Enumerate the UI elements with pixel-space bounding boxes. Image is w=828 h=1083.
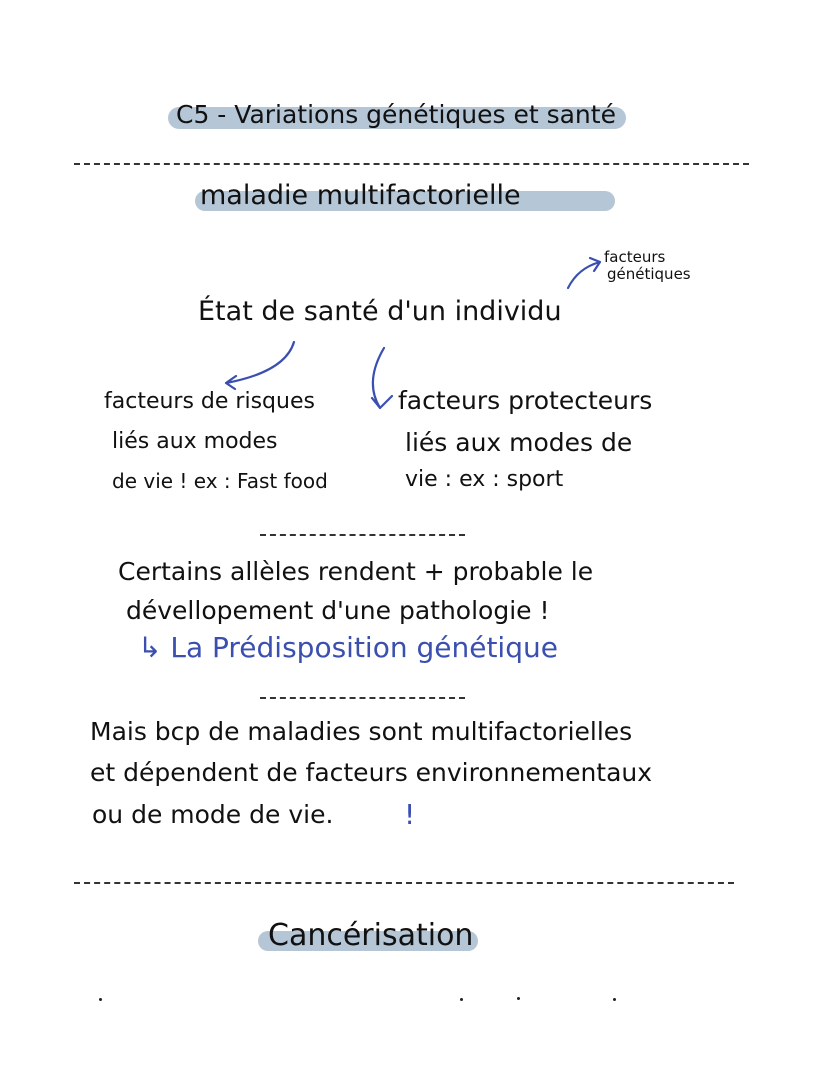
arrow-to-protective-factors-icon [372, 348, 392, 408]
side-note-line2: génétiques [607, 265, 691, 283]
para2-line3: ou de mode de vie. [92, 800, 334, 829]
para1-line1: Certains allèles rendent + probable le [118, 557, 594, 586]
arrow-to-genetics-icon [568, 258, 600, 288]
page-title: C5 - Variations génétiques et santé [176, 100, 616, 129]
divider-short-2 [260, 697, 465, 699]
section1-heading: maladie multifactorielle [200, 180, 521, 211]
divider-short-1 [260, 534, 465, 536]
side-note-line1: facteurs [604, 248, 666, 266]
para2-line2: et dépendent de facteurs environnementaux [90, 758, 653, 787]
para2-mark: ! [404, 798, 416, 831]
right-box-line3: vie : ex : sport [405, 467, 564, 492]
left-box-line2: liés aux modes [112, 429, 278, 454]
divider-bottom [74, 882, 734, 884]
right-box-line1: facteurs protecteurs [398, 386, 653, 415]
cutoff-mark [460, 998, 463, 1001]
arrow-to-risk-factors-icon [226, 342, 294, 389]
para1-line2: dévellopement d'une pathologie ! [126, 596, 550, 625]
section2-heading: Cancérisation [268, 918, 474, 953]
cutoff-mark [613, 998, 616, 1001]
left-box-line3: de vie ! ex : Fast food [112, 469, 328, 493]
center-line: État de santé d'un individu [198, 296, 562, 327]
cutoff-mark [517, 997, 520, 1000]
right-box-line2: liés aux modes de [405, 428, 633, 457]
left-box-line1: facteurs de risques [104, 389, 315, 414]
cutoff-mark [99, 998, 102, 1001]
para1-result: ↳ La Prédisposition génétique [138, 631, 558, 664]
para2-line1: Mais bcp de maladies sont multifactorielles [90, 717, 633, 746]
